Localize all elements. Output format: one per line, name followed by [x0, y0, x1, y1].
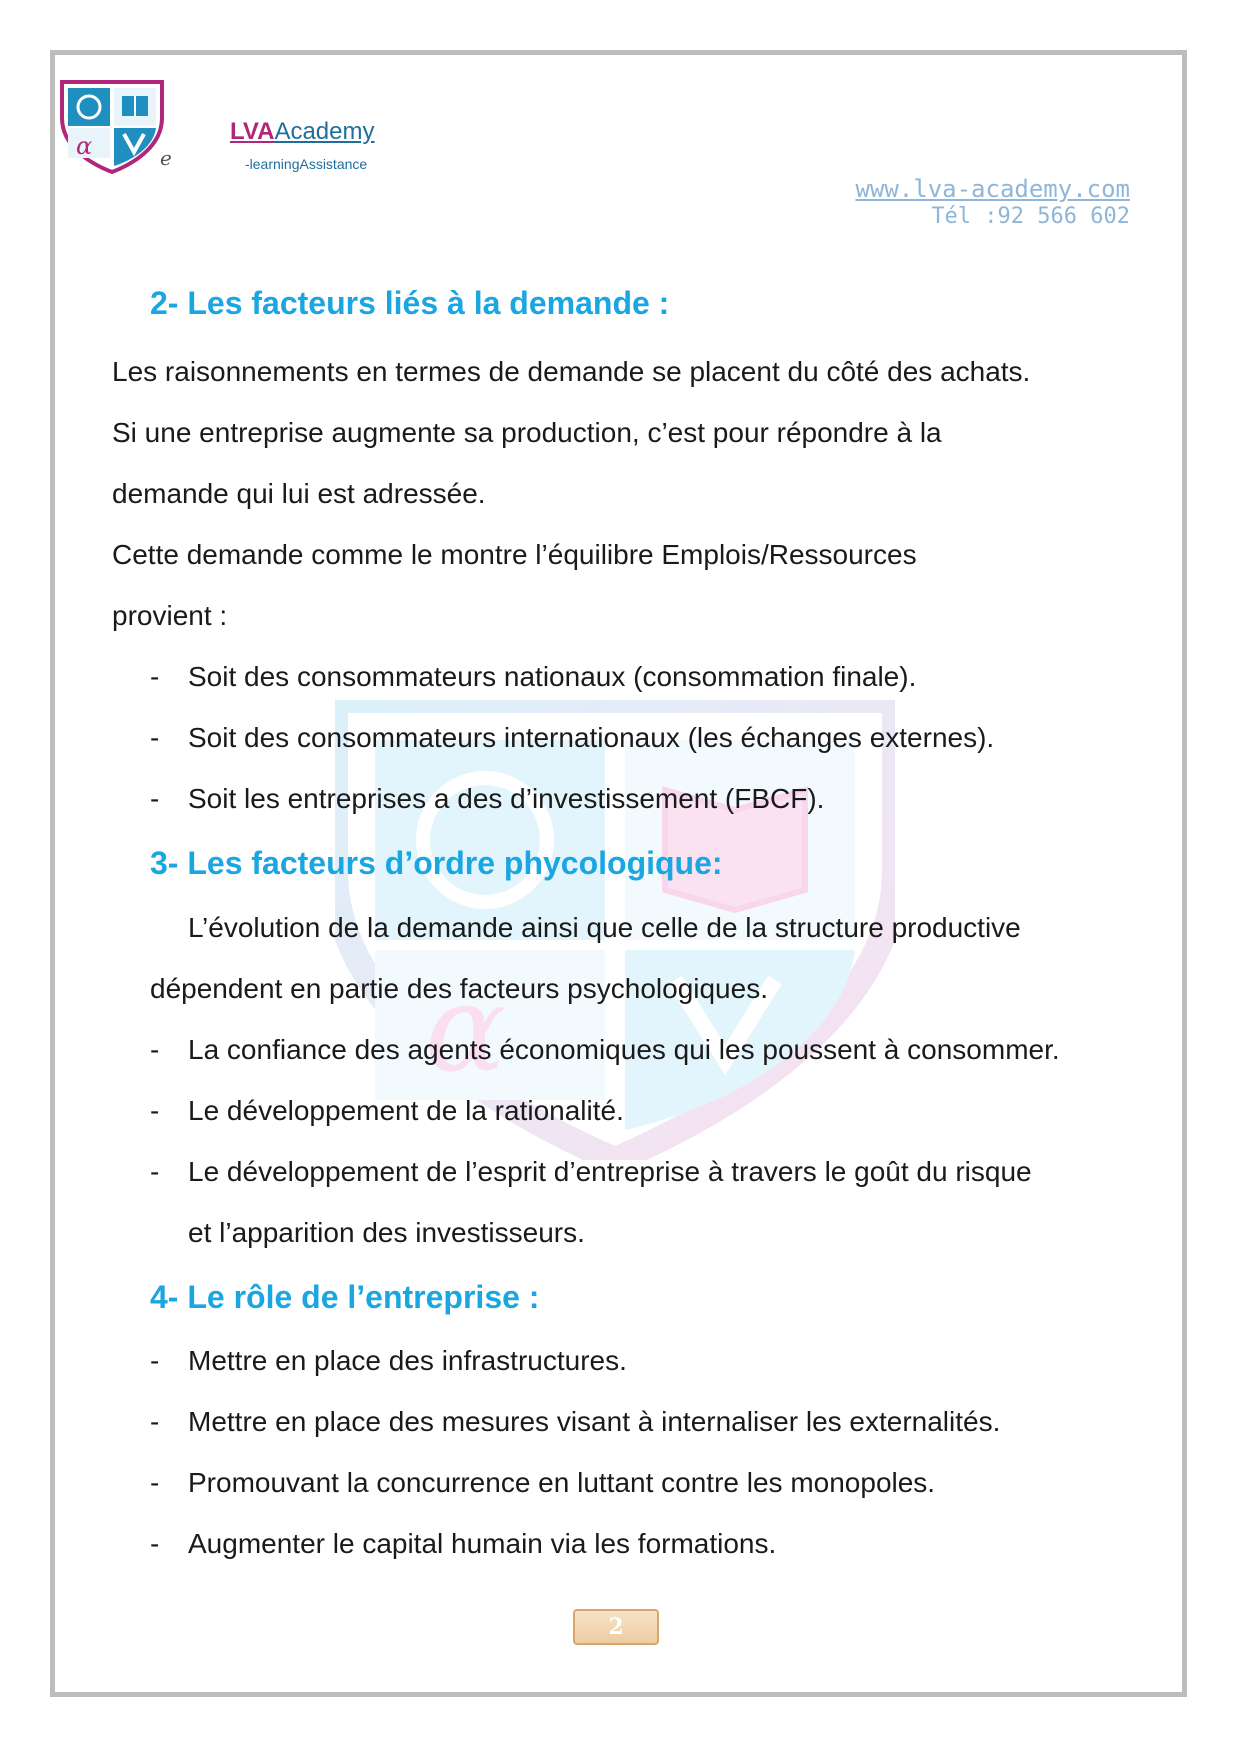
list-dash: - [150, 1345, 160, 1376]
section-heading: 4- Le rôle de l’entreprise : [150, 1279, 540, 1315]
paragraph-line: L’évolution de la demande ainsi que celle de la structure productive [188, 912, 1021, 943]
list-item-continuation: et l’apparition des investisseurs. [188, 1217, 585, 1248]
paragraph-line: provient : [112, 600, 228, 631]
list-dash: - [150, 1406, 160, 1437]
list-item-text: Mettre en place des infrastructures. [188, 1345, 627, 1376]
section-heading: 2- Les facteurs liés à la demande : [150, 285, 670, 321]
paragraph-line: demande qui lui est adressée. [112, 478, 486, 509]
list-dash: - [150, 1467, 160, 1498]
website-link[interactable]: www.lva-academy.com [855, 175, 1130, 203]
list-dash: - [150, 1095, 160, 1126]
logo-letter: e [160, 146, 172, 170]
list-item-text: Soit des consommateurs nationaux (consommation finale). [188, 661, 917, 692]
lva-academy-logo [58, 78, 166, 174]
paragraph-line: Cette demande comme le montre l’équilibre Emplois/Ressources [112, 539, 917, 570]
svg-text:α: α [76, 132, 93, 160]
list-item-text: La confiance des agents économiques qui les poussent à consommer. [188, 1034, 1060, 1065]
brand-academy: Academy [274, 118, 375, 145]
list-item-text: Le développement de l’esprit d’entreprise à travers le goût du risque [188, 1156, 1032, 1187]
paragraph-line: dépendent en partie des facteurs psychologiques. [150, 973, 768, 1004]
list-dash: - [150, 1034, 160, 1065]
list-item-text: Promouvant la concurrence en luttant contre les monopoles. [188, 1467, 936, 1498]
brand-name [230, 120, 374, 144]
list-dash: - [150, 1156, 160, 1187]
phone-number: Tél :92 566 602 [931, 204, 1130, 229]
svg-text:α: α [425, 960, 507, 1099]
list-item-text: Augmenter le capital humain via les formations. [188, 1528, 777, 1559]
page-number-badge: 2 [573, 1609, 659, 1645]
list-item-text: Soit les entreprises a des d’investissement (FBCF). [188, 783, 825, 814]
brand-lva: LVA [230, 118, 275, 145]
list-item-text: Le développement de la rationalité. [188, 1095, 624, 1126]
paragraph-line: Les raisonnements en termes de demande se placent du côté des achats. [112, 356, 1031, 387]
list-dash: - [150, 722, 160, 753]
list-item-text: Mettre en place des mesures visant à internaliser les externalités. [188, 1406, 1001, 1437]
list-item-text: Soit des consommateurs internationaux (les échanges externes). [188, 722, 995, 753]
brand-tagline: -learningAssistance [245, 156, 368, 172]
list-dash: - [150, 783, 160, 814]
section-heading: 3- Les facteurs d’ordre phycologique: [150, 845, 723, 881]
list-dash: - [150, 1528, 160, 1559]
paragraph-line: Si une entreprise augmente sa production, c’est pour répondre à la [112, 417, 942, 448]
list-dash: - [150, 661, 160, 692]
